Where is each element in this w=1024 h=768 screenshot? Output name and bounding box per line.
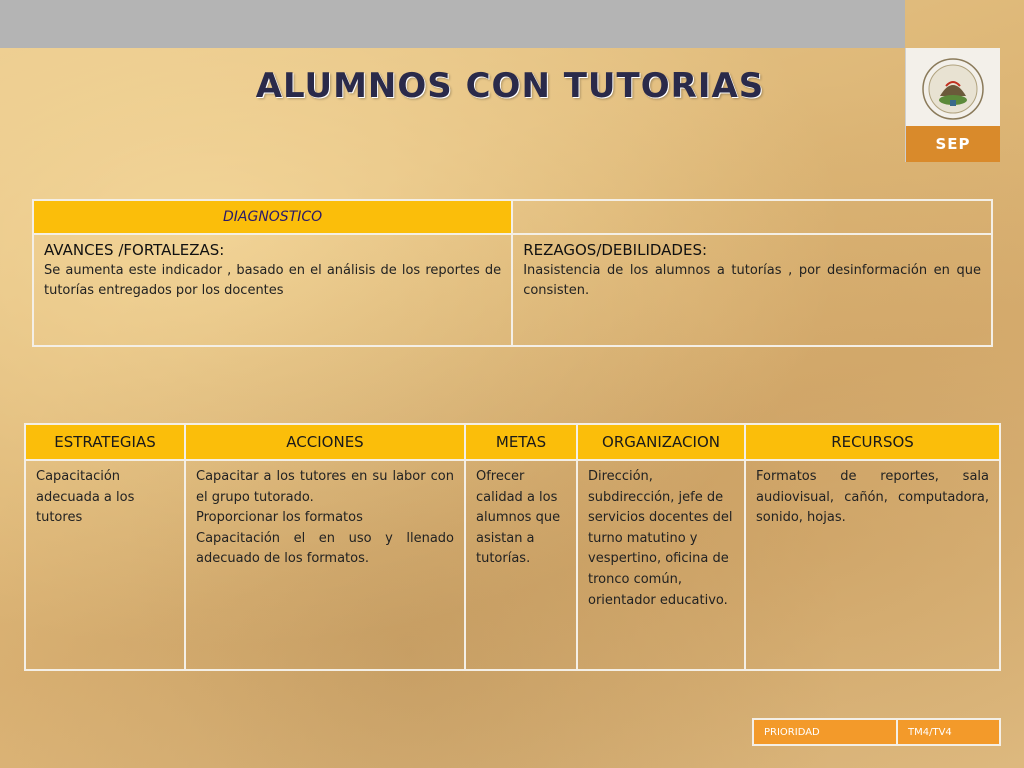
recursos-text: Formatos de reportes, sala audiovisual, cañón, computadora, sonido, hojas. xyxy=(756,469,989,526)
estrategias-cell xyxy=(25,460,185,670)
diagnostico-table xyxy=(32,199,993,347)
organizacion-cell xyxy=(577,460,745,670)
organizacion-text: Dirección, subdirección, jefe de servicios docentes del turno matutino y vespertino, oficina de tronco común, orientador educativo. xyxy=(588,469,733,608)
acciones-item: Proporcionar los formatos xyxy=(196,510,363,526)
header-recursos: RECURSOS xyxy=(745,424,1000,460)
metas-text: Ofrecer calidad a los alumnos que asistan a tutorías. xyxy=(476,469,561,567)
sep-label: SEP xyxy=(906,126,1000,162)
acciones-item: Capacitar a los tutores en su labor con el grupo tutorado. xyxy=(196,469,454,505)
rezagos-cell xyxy=(512,234,992,346)
plan-table xyxy=(24,423,1001,671)
page-title: ALUMNOS CON TUTORIAS xyxy=(255,66,765,106)
estrategias-text: Capacitación adecuada a los tutores xyxy=(36,469,135,526)
diagnostico-header-empty xyxy=(512,200,992,234)
header-organizacion: ORGANIZACION xyxy=(577,424,745,460)
header-acciones: ACCIONES xyxy=(185,424,465,460)
prioridad-value: TM4/TV4 xyxy=(897,719,1000,745)
prioridad-box xyxy=(752,718,1001,746)
rezagos-text: Inasistencia de los alumnos a tutorías , por desinformación en que consisten. xyxy=(523,263,981,298)
header-metas: METAS xyxy=(465,424,577,460)
top-bar xyxy=(0,0,905,48)
avances-title: AVANCES /FORTALEZAS: xyxy=(44,241,225,259)
header-estrategias: ESTRATEGIAS xyxy=(25,424,185,460)
metas-cell xyxy=(465,460,577,670)
recursos-cell xyxy=(745,460,1000,670)
diagnostico-header: DIAGNOSTICO xyxy=(33,200,512,234)
acciones-cell xyxy=(185,460,465,670)
acciones-item: Capacitación el en uso y llenado adecuado de los formatos. xyxy=(196,530,454,567)
avances-text: Se aumenta este indicador , basado en el análisis de los reportes de tutorías entregados por los docentes xyxy=(44,263,502,298)
rezagos-title: REZAGOS/DEBILIDADES: xyxy=(523,241,708,259)
avances-cell xyxy=(33,234,512,346)
prioridad-label: PRIORIDAD xyxy=(753,719,897,745)
